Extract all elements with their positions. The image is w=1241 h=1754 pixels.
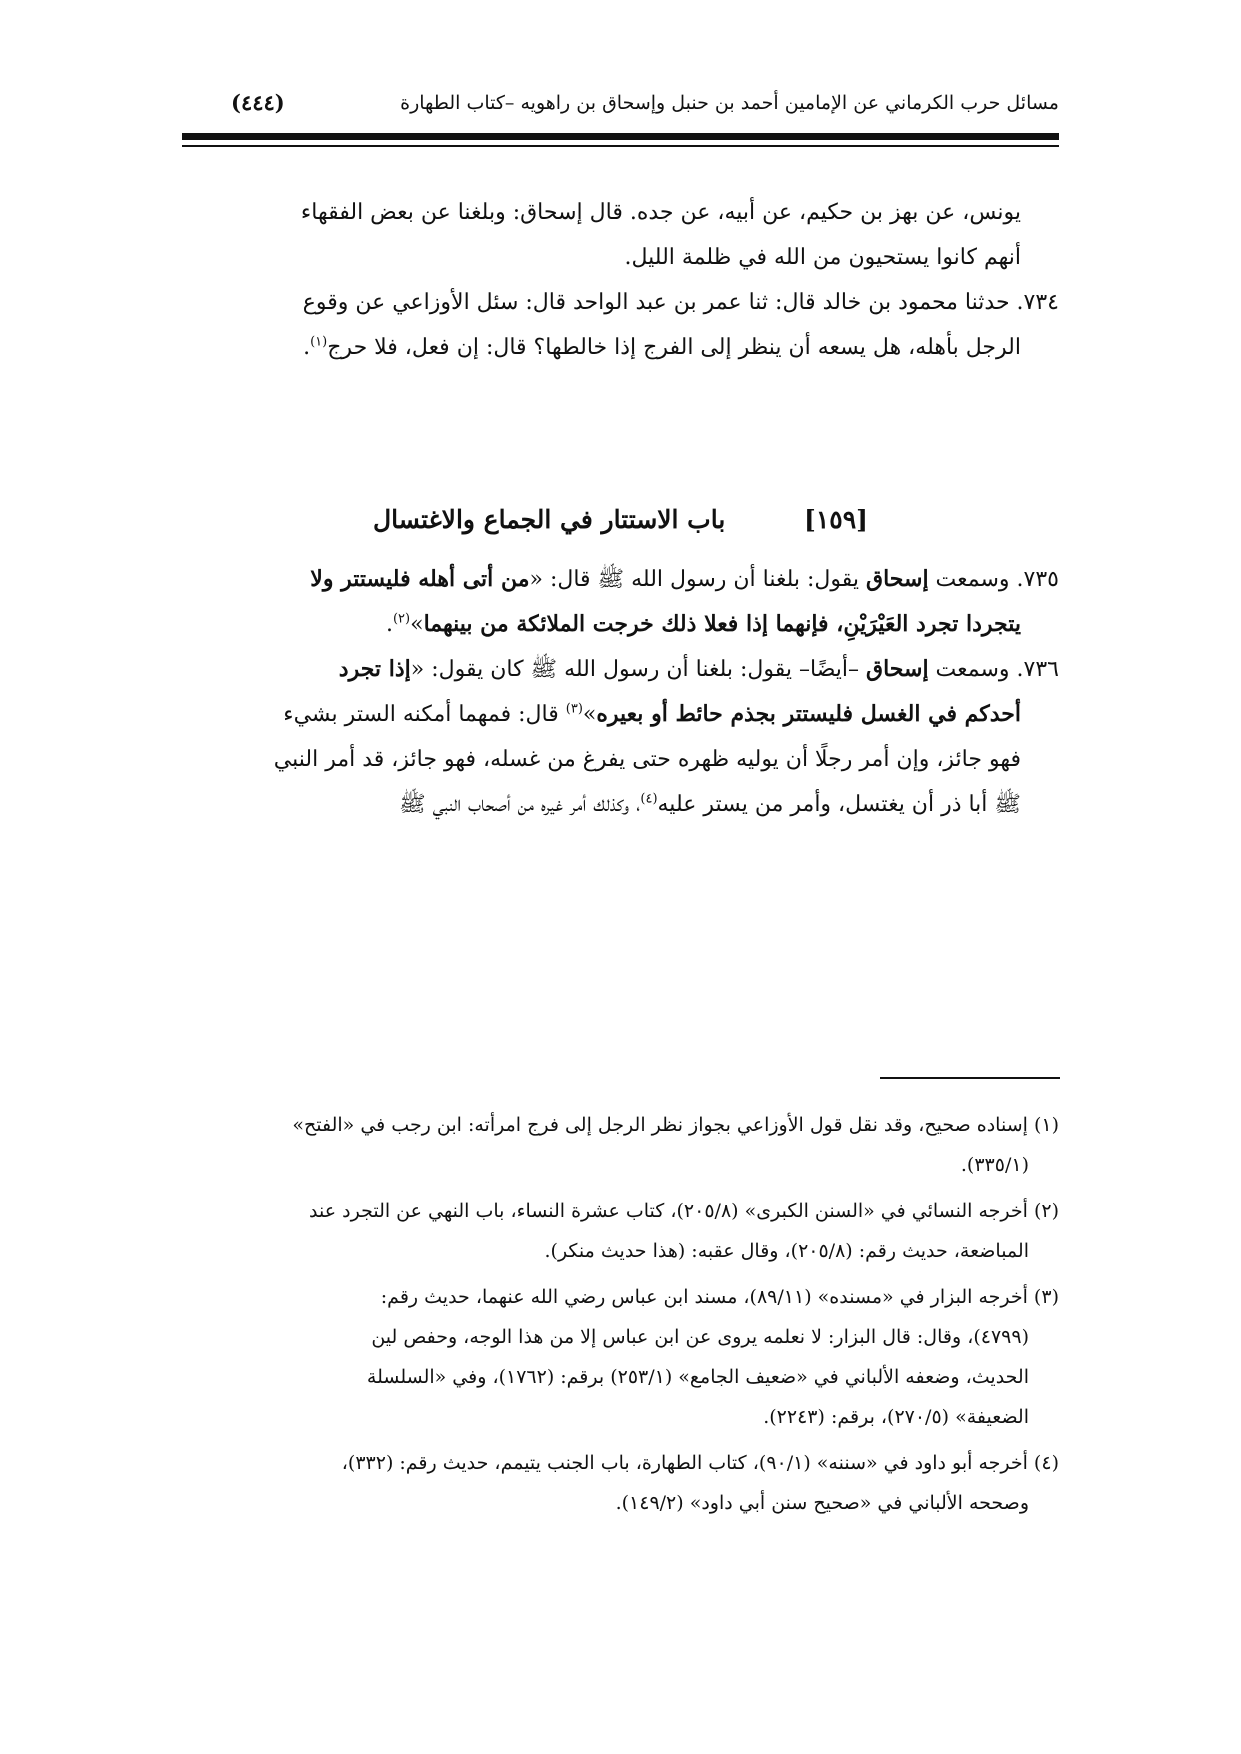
- footnote-ref[interactable]: (٣): [565, 701, 583, 717]
- hadith-quote: يتجردا تجرد العَيْرَيْنِ، فإنهما إذا فعلا ذلك خرجت الملائكة من بينهما: [423, 611, 1021, 637]
- paragraph-continuation: [182, 190, 1059, 280]
- text-fragment: قال: فمهما أمكنه الستر بشيء: [283, 702, 566, 727]
- footnote-line: (١) إسناده صحيح، وقد نقل قول الأوزاعي بجواز نظر الرجل إلى فرج امرأته: ابن رجب في «الفتح»: [292, 1114, 1059, 1136]
- footnote-2: [182, 1191, 1059, 1271]
- body-text-top: [182, 190, 1059, 370]
- hadith-quote: من أتى أهله فليستتر ولا: [310, 566, 530, 592]
- text-fragment: –أيضًا– يقول: بلغنا أن رسول الله ﷺ كان يقول: «: [410, 657, 867, 682]
- item-number: ٧٣٤.: [1016, 290, 1059, 315]
- footnote-line: الحديث، وضعفه الألباني في «ضعيف الجامع» (٢٥٣/١) برقم: (١٧٦٢)، وفي «السلسلة: [366, 1366, 1029, 1388]
- text-line: أنهم كانوا يستحيون من الله في ظلمة الليل.: [624, 245, 1021, 270]
- footnote-line: (٤٧٩٩)، وقال: قال البزار: لا نعلمه يروى عن ابن عباس إلا من هذا الوجه، وحفص لين: [371, 1326, 1029, 1348]
- punctuation: .: [303, 335, 311, 360]
- header-rule-thin: [182, 145, 1059, 147]
- item-number: ٧٣٥.: [1016, 567, 1059, 592]
- page-number: (٤٤٤): [231, 90, 285, 115]
- paragraph-736: [182, 647, 1059, 827]
- punctuation: .: [385, 612, 393, 637]
- text-line: ﷺ أبا ذر أن يغتسل، وأمر من يستر عليه: [657, 792, 1021, 817]
- running-title: مسائل حرب الكرماني عن الإمامين أحمد بن حنبل وإسحاق بن راهويه –كتاب الطهارة: [400, 92, 1059, 114]
- section-title: باب الاستتار في الجماع والاغتسال: [372, 505, 726, 534]
- footnote-line: (٤) أخرجه أبو داود في «سننه» (٩٠/١)، كتاب الطهارة، باب الجنب يتيمم، حديث رقم: (٣٣٢)،: [341, 1452, 1059, 1474]
- footnote-line: المباضعة، حديث رقم: (٢٠٥/٨)، وقال عقبه: (هذا حديث منكر).: [544, 1240, 1029, 1262]
- footnote-4: [182, 1443, 1059, 1523]
- page-header: [225, 88, 1059, 128]
- text-line-wrap: [274, 737, 1059, 782]
- paragraph-735: [182, 557, 1059, 647]
- text-line: ، وكذلك أمر غيره من أصحاب النبي ﷺ: [399, 792, 641, 817]
- text-line: فهو جائز، وإن أمر رجلًا أن يوليه ظهره حتى يفرغ من غسله، فهو جائز، قد أمر النبي: [273, 747, 1021, 772]
- text-line-wrap: [399, 782, 1059, 827]
- narrator-name: إسحاق: [866, 566, 929, 592]
- quote-close: »: [582, 702, 597, 727]
- body-text-bottom: [182, 557, 1059, 827]
- header-rule-thick: [182, 133, 1059, 140]
- paragraph-734: [182, 280, 1059, 370]
- footnote-ref[interactable]: (٢): [392, 611, 411, 627]
- text-line-wrap: [303, 325, 1059, 370]
- footnote-ref[interactable]: (١): [310, 334, 328, 350]
- footnote-ref[interactable]: (٤): [640, 791, 658, 807]
- footnote-line: (٣٣٥/١).: [960, 1154, 1029, 1176]
- footnote-1: [182, 1105, 1059, 1185]
- text-line: الرجل بأهله، هل يسعه أن ينظر إلى الفرج إذا خالطها؟ قال: إن فعل، فلا حرج: [327, 335, 1021, 360]
- text-fragment: وسمعت: [928, 567, 1017, 592]
- text-line: حدثنا محمود بن خالد قال: ثنا عمر بن عبد الواحد قال: سئل الأوزاعي عن وقوع: [302, 290, 1017, 315]
- quote-close: »: [410, 612, 424, 637]
- item-number: ٧٣٦.: [1016, 657, 1059, 682]
- text-fragment: يقول: بلغنا أن رسول الله ﷺ قال: «: [529, 567, 867, 592]
- hadith-quote: أحدكم في الغسل فليستتر بجذم حائط أو بعيره: [596, 701, 1021, 727]
- footnote-line: (٢) أخرجه النسائي في «السنن الكبرى» (٢٠٥/٨)، كتاب عشرة النساء، باب النهي عن التجرد عند: [309, 1200, 1059, 1222]
- narrator-name: إسحاق: [866, 656, 929, 682]
- section-number: [١٥٩]: [804, 505, 868, 534]
- footnotes: [182, 1105, 1059, 1529]
- footnote-3: [182, 1277, 1059, 1437]
- footnote-line: الضعيفة» (٢٧٠/٥)، برقم: (٢٢٤٣).: [763, 1406, 1029, 1428]
- text-line-wrap: [283, 692, 1059, 737]
- text-line-wrap: [386, 602, 1059, 647]
- hadith-quote: إذا تجرد: [338, 656, 411, 682]
- footnote-line: وصححه الألباني في «صحيح سنن أبي داود» (١٤٩/٢).: [615, 1492, 1029, 1514]
- text-fragment: وسمعت: [928, 657, 1017, 682]
- text-line: يونس، عن بهز بن حكيم، عن أبيه، عن جده. قال إسحاق: وبلغنا عن بعض الفقهاء: [300, 200, 1021, 225]
- section-heading: [182, 505, 1059, 534]
- footnote-separator: [880, 1077, 1060, 1079]
- footnote-line: (٣) أخرجه البزار في «مسنده» (٨٩/١١)، مسند ابن عباس رضي الله عنهما، حديث رقم:: [380, 1286, 1059, 1308]
